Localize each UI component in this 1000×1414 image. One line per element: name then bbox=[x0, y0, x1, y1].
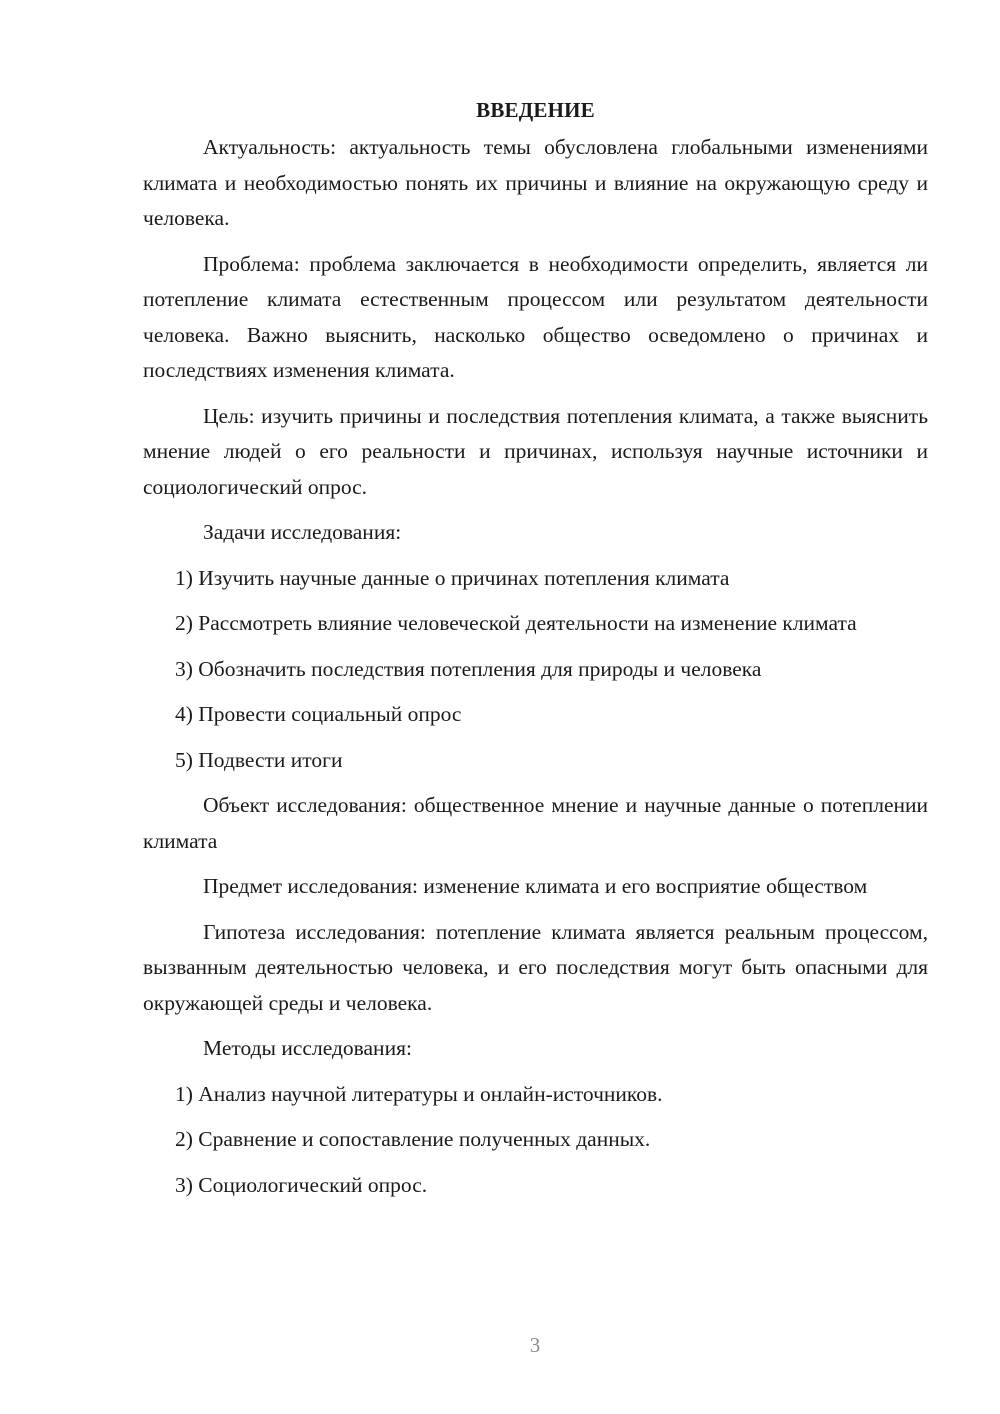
document-page bbox=[143, 90, 928, 1213]
method-item: 2) Сравнение и сопоставление полученных данных. bbox=[175, 1127, 651, 1151]
problem-paragraph: Проблема: проблема заключается в необходимости определить, является ли потепление климата естественным процессом или результатом деятельности человека. Важно выяснить, насколько общество осведомлено о причинах и последствиях изменения климата. bbox=[143, 251, 928, 382]
method-item: 1) Анализ научной литературы и онлайн-источников. bbox=[175, 1081, 663, 1106]
hypothesis-paragraph: Гипотеза исследования: потепление климата является реальным процессом, вызванным деятельностью человека, и его последствия могут быть опасными для окружающей среды и человека. bbox=[143, 919, 928, 1015]
task-item: 1) Изучить научные данные о причинах потепления климата bbox=[175, 565, 730, 590]
section-title: ВВЕДЕНИЕ bbox=[476, 98, 595, 122]
task-item: 4) Провести социальный опрос bbox=[175, 702, 462, 726]
research-subject-paragraph: Предмет исследования: изменение климата и его восприятие обществом bbox=[203, 874, 868, 898]
goal-paragraph: Цель: изучить причины и последствия потепления климата, а также выяснить мнение людей о его реальности и причинах, используя научные источники и социологический опрос. bbox=[143, 403, 928, 499]
research-object-paragraph: Объект исследования: общественное мнение и научные данные о потеплении климата bbox=[143, 793, 928, 853]
task-item: 3) Обозначить последствия потепления для природы и человека bbox=[175, 656, 762, 681]
page-number: 3 bbox=[529, 1333, 541, 1357]
tasks-heading: Задачи исследования: bbox=[203, 520, 402, 544]
task-item: 5) Подвести итоги bbox=[175, 747, 343, 772]
method-item: 3) Социологический опрос. bbox=[175, 1172, 428, 1197]
methods-heading: Методы исследования: bbox=[203, 1036, 412, 1060]
task-item: 2) Рассмотреть влияние человеческой деятельности на изменение климата bbox=[175, 611, 857, 635]
relevance-paragraph: Актуальность: актуальность темы обусловлена глобальными изменениями климата и необходимостью понять их причины и влияние на окружающую среду и человека. bbox=[143, 135, 928, 230]
